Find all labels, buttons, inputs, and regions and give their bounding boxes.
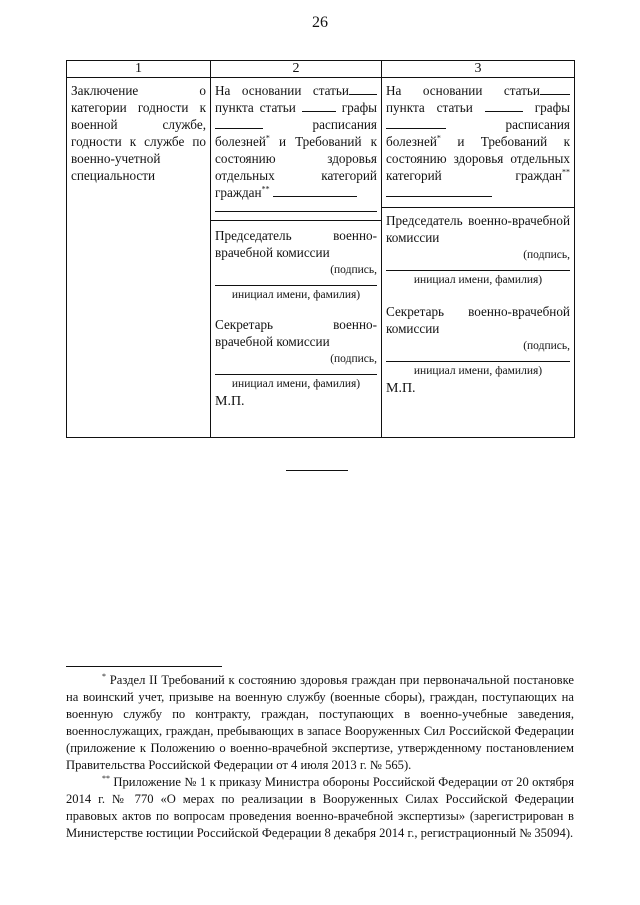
basis-requirements-label: и Требований к состоянию здоровья отдельных категорий граждан — [386, 134, 570, 183]
basis-article-label: На основании статьи — [386, 83, 540, 98]
table-header-row — [67, 61, 575, 78]
conclusion-table — [66, 60, 575, 438]
secretary-name-line — [215, 366, 377, 375]
header-col-1: 1 — [67, 61, 211, 78]
chairman-block — [382, 208, 574, 287]
secretary-signature-hint: (подпись, — [523, 340, 570, 352]
footnote-ref-2: ** — [261, 184, 270, 194]
stamp-placeholder: М.П. — [215, 394, 245, 409]
chairman-name-hint: инициал имени, фамилия) — [231, 289, 361, 301]
category-blank — [386, 184, 492, 197]
chairman-label: Председатель военно-врачебной комиссии — [386, 213, 570, 245]
point-blank — [485, 99, 523, 112]
basis-paragraph — [211, 78, 381, 212]
page-number: 26 — [312, 14, 328, 31]
conclusion-label: Заключение о категории годности к военной службе, годности к службе по военно-учетной специальности — [71, 83, 206, 183]
basis-column-label: графы — [341, 100, 378, 115]
commission-cell-col-2 — [211, 78, 382, 438]
footnote-separator — [66, 666, 222, 667]
basis-column-label: графы — [534, 100, 571, 115]
footnote-ref-2: ** — [562, 167, 570, 177]
basis-article-label: На основании статьи — [215, 83, 349, 98]
secretary-name-line — [386, 353, 570, 362]
footnote-text-1: Раздел II Требований к состоянию здоровья граждан при первоначальной постановке на воинский учет, призыве на военную службу (военные сборы), граждан, поступающих на военную службу по контракту, граждан, поступающих в военно-учебные заведения, военнослужащих, граждан, пребывающих в запасе Вооруженных Сил Российской Федерации (приложение к Положению о военно-врачебной экспертизе, утвержденному постановлением Правительства Российской Федерации от 4 июля 2013 г. № 565). — [66, 673, 574, 772]
article-blank — [540, 82, 570, 95]
header-col-2: 2 — [211, 61, 382, 78]
secretary-block — [211, 302, 381, 410]
chairman-label: Председатель военно-врачебной комиссии — [215, 228, 377, 260]
secretary-label: Секретарь военно-врачебной комиссии — [386, 304, 570, 336]
chairman-signature-hint: (подпись, — [330, 264, 377, 276]
commission-cell-col-3 — [382, 78, 575, 438]
chairman-block — [211, 221, 381, 302]
secretary-name-hint: инициал имени, фамилия) — [231, 378, 361, 390]
chairman-signature-hint: (подпись, — [523, 249, 570, 261]
footnote-ref-1: * — [436, 133, 441, 143]
footnote-ref-1: * — [265, 133, 270, 143]
stamp-placeholder: М.П. — [386, 381, 416, 396]
basis-schedule-label: расписания болезней — [215, 117, 377, 149]
footnote-mark-2: ** — [102, 773, 110, 783]
table-row — [67, 78, 575, 438]
article-blank — [349, 82, 377, 95]
secretary-name-hint: инициал имени, фамилия) — [413, 365, 543, 377]
footnotes — [66, 672, 574, 842]
category-blank — [273, 184, 357, 197]
basis-point-label: пункта статьи — [215, 100, 296, 115]
chairman-name-hint: инициал имени, фамилия) — [413, 274, 543, 286]
section-end-rule — [286, 470, 348, 471]
secretary-label: Секретарь военно-врачебной комиссии — [215, 317, 377, 349]
basis-point-label: пункта статьи — [386, 100, 473, 115]
footnote-text-2: Приложение № 1 к приказу Министра обороны Российской Федерации от 20 октября 2014 г. № 770 «О мерах по реализации в Вооруженных Силах Российской Федерации правовых актов по вопросам проведения военно-врачебной экспертизы» (зарегистрирован в Министерстве юстиции Российской Федерации 8 декабря 2014 г., регистрационный № 35094). — [66, 775, 574, 840]
column-blank — [386, 116, 446, 129]
point-blank — [302, 99, 336, 112]
basis-requirements-label: и Требований к состоянию здоровья отдельных категорий граждан — [215, 134, 377, 200]
secretary-signature-hint: (подпись, — [330, 353, 377, 365]
basis-paragraph — [382, 78, 574, 201]
chairman-name-line — [386, 262, 570, 271]
footnote-1 — [66, 672, 574, 774]
category-line — [215, 201, 377, 212]
header-col-3: 3 — [382, 61, 575, 78]
basis-schedule-label: расписания болезней — [386, 117, 570, 149]
column-blank — [215, 116, 263, 129]
footnote-2 — [66, 774, 574, 842]
footnote-mark-1: * — [102, 671, 106, 681]
conclusion-label-cell — [67, 78, 211, 438]
chairman-name-line — [215, 277, 377, 286]
secretary-block — [382, 287, 574, 397]
